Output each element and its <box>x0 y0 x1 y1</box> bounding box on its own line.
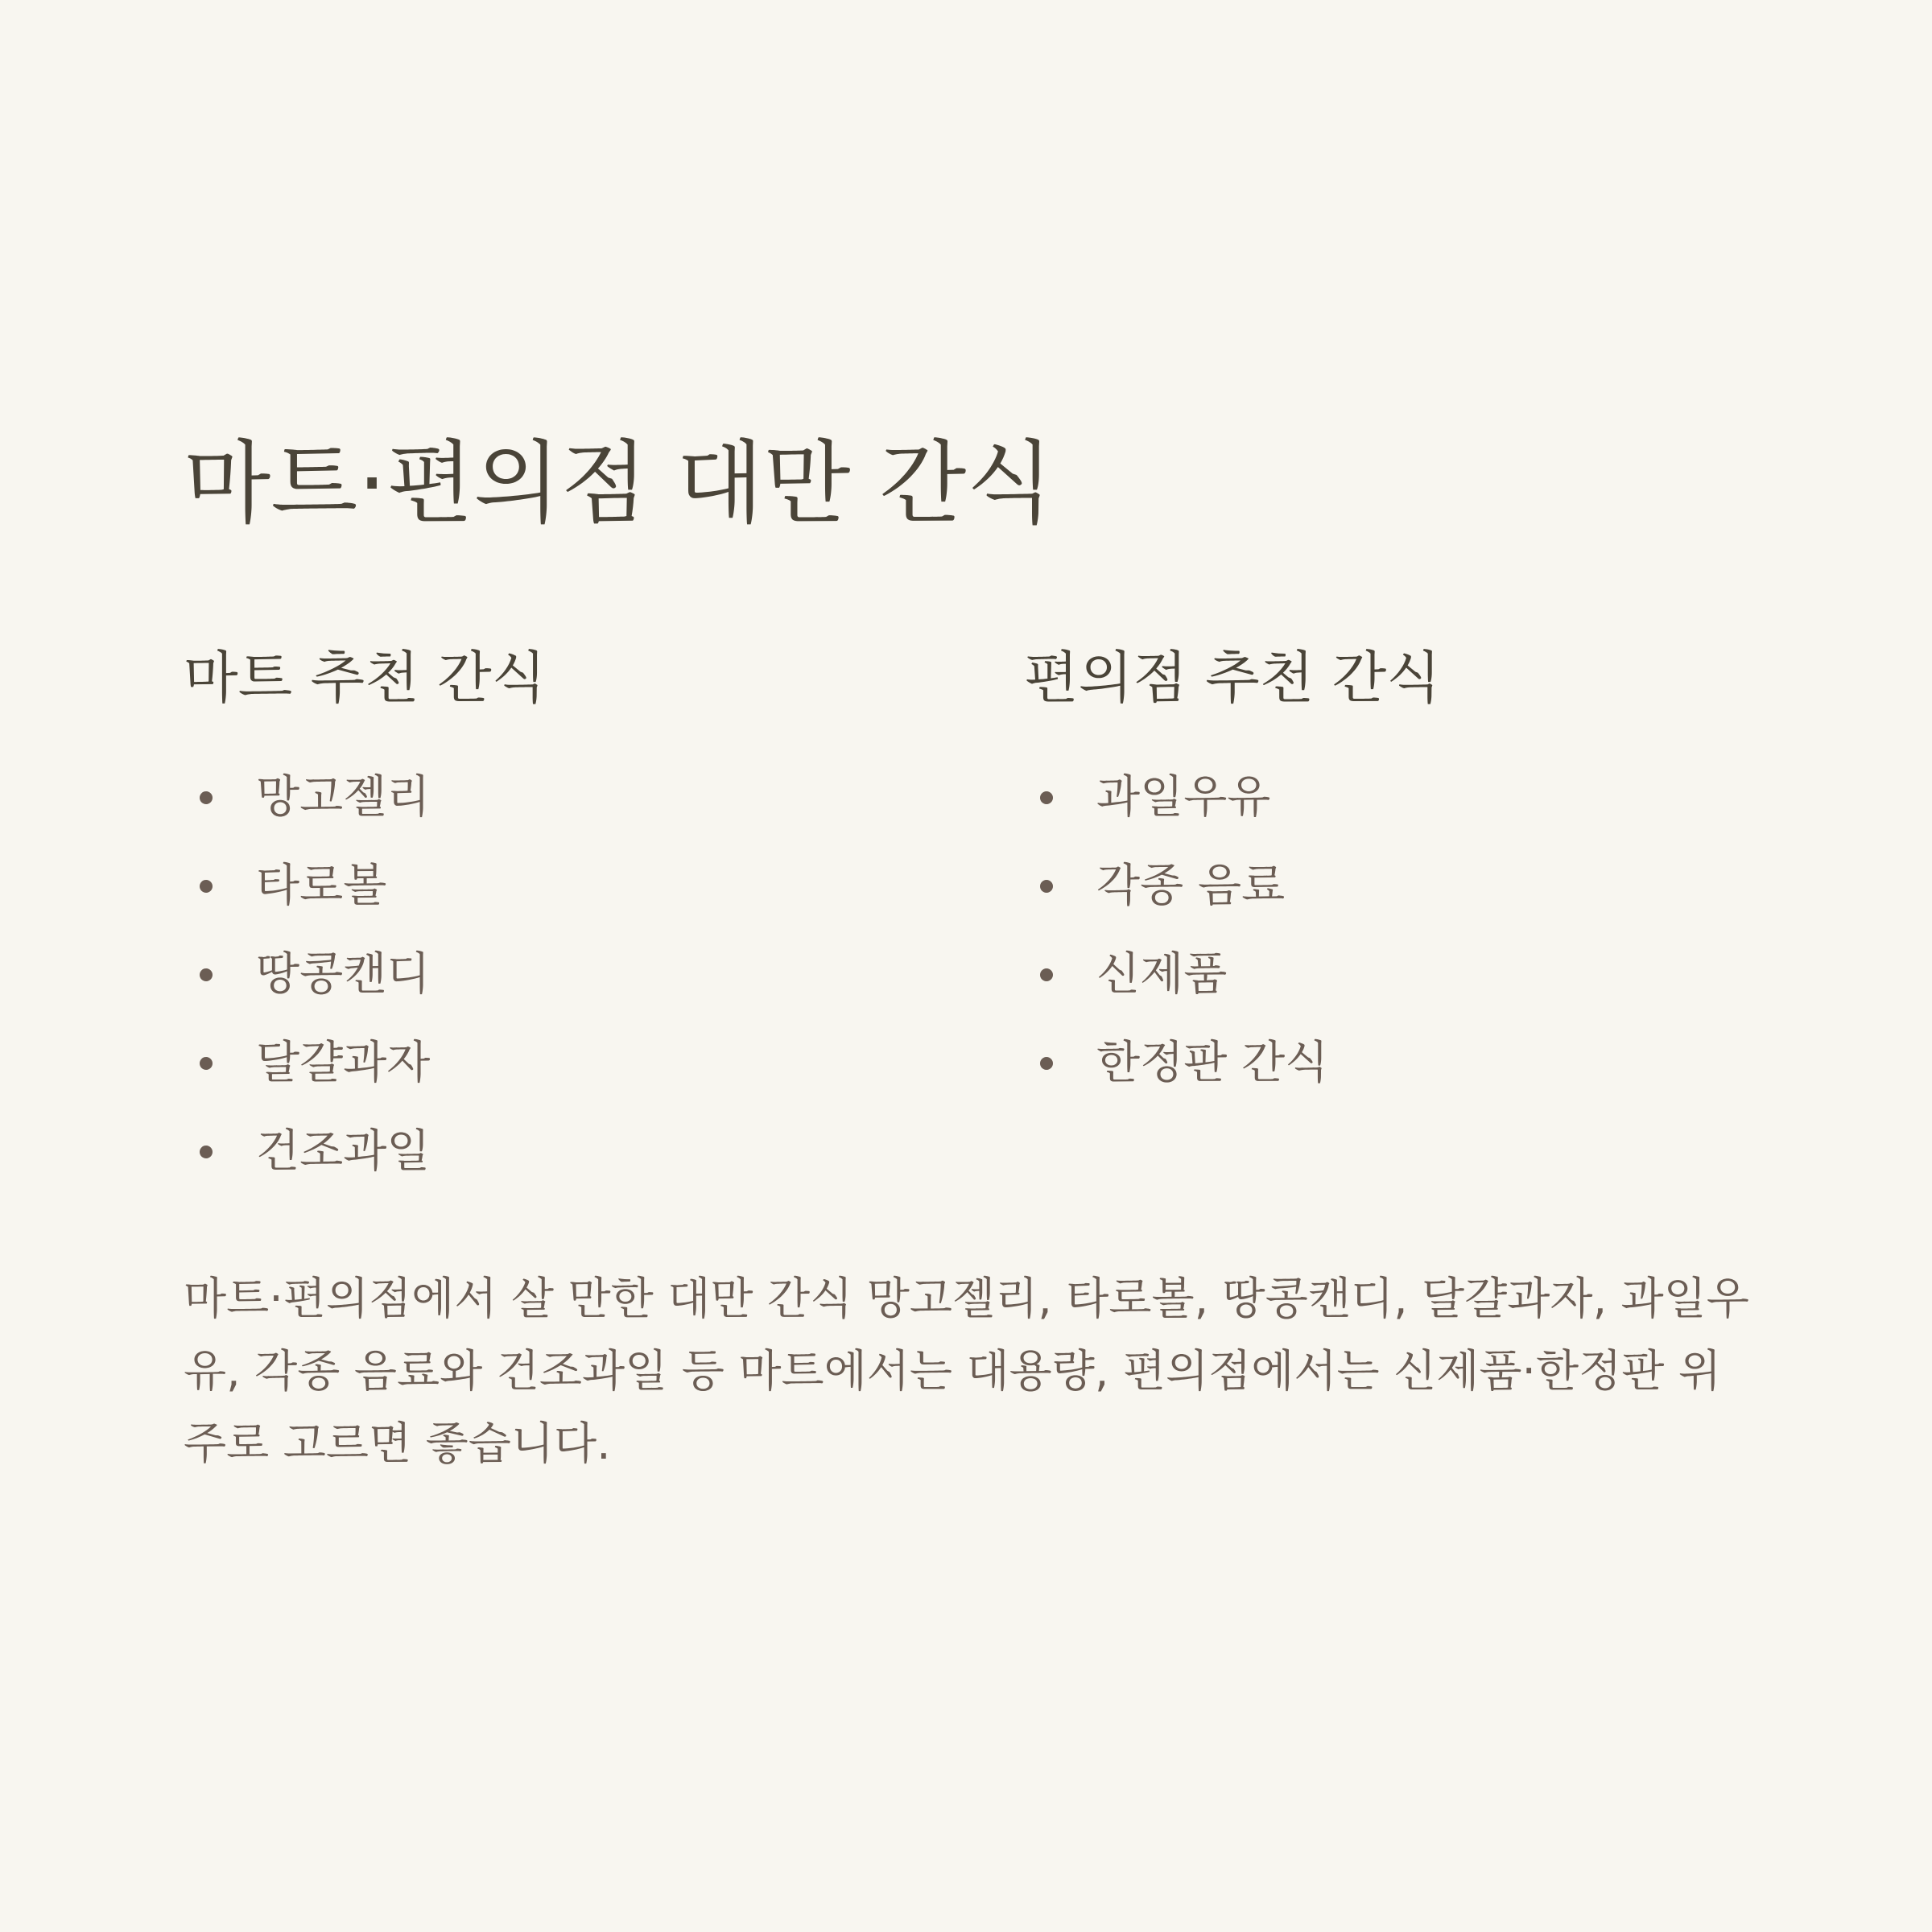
bullet-icon <box>1040 880 1053 893</box>
bullet-icon <box>200 880 213 893</box>
convenience-section <box>1024 644 1748 1108</box>
bullet-icon <box>1040 1057 1053 1070</box>
list-item <box>184 842 908 931</box>
list-item-label: 망고젤리 <box>256 771 431 824</box>
list-item-label: 땅콩캔디 <box>256 948 431 1001</box>
bullet-icon <box>200 1146 213 1158</box>
list-item <box>184 931 908 1019</box>
list-item-label: 신제품 <box>1096 948 1228 1001</box>
list-item-label: 달걀과자 <box>256 1037 431 1089</box>
list-item-label: 건조과일 <box>256 1125 431 1178</box>
list-item-label: 한정판 간식 <box>1096 1037 1329 1089</box>
mart-heading: 마트 추천 간식 <box>184 645 547 711</box>
list-item-label: 타로볼 <box>256 860 387 912</box>
bullet-icon <box>200 968 213 981</box>
list-item <box>184 753 908 842</box>
list-item <box>184 1108 908 1196</box>
list-item <box>1024 931 1748 1019</box>
list-item-label: 각종 음료 <box>1096 860 1286 912</box>
list-item <box>1024 753 1748 842</box>
bullet-icon <box>1040 791 1053 804</box>
list-item <box>1024 842 1748 931</box>
mart-list <box>184 753 908 1196</box>
list-item <box>184 1019 908 1108</box>
summary-paragraph: 마트·편의점에서 살 만한 대만 간식 망고젤리, 타로볼, 땅콩캔디, 달걀과자, 과일우유, 각종 음료와 건조과일 등 마트에서는 대용량, 편의점에서는 신제품·한정판 위주로 고르면 좋습니다. <box>184 1273 1749 1469</box>
bullet-icon <box>200 791 213 804</box>
convenience-heading: 편의점 추천 간식 <box>1024 645 1441 711</box>
convenience-list <box>1024 753 1748 1108</box>
bullet-icon <box>200 1057 213 1070</box>
page-title: 마트·편의점 대만 간식 <box>184 431 1054 536</box>
mart-section <box>184 644 908 1196</box>
bullet-icon <box>1040 968 1053 981</box>
list-item-label: 과일우유 <box>1096 771 1271 824</box>
list-item <box>1024 1019 1748 1108</box>
